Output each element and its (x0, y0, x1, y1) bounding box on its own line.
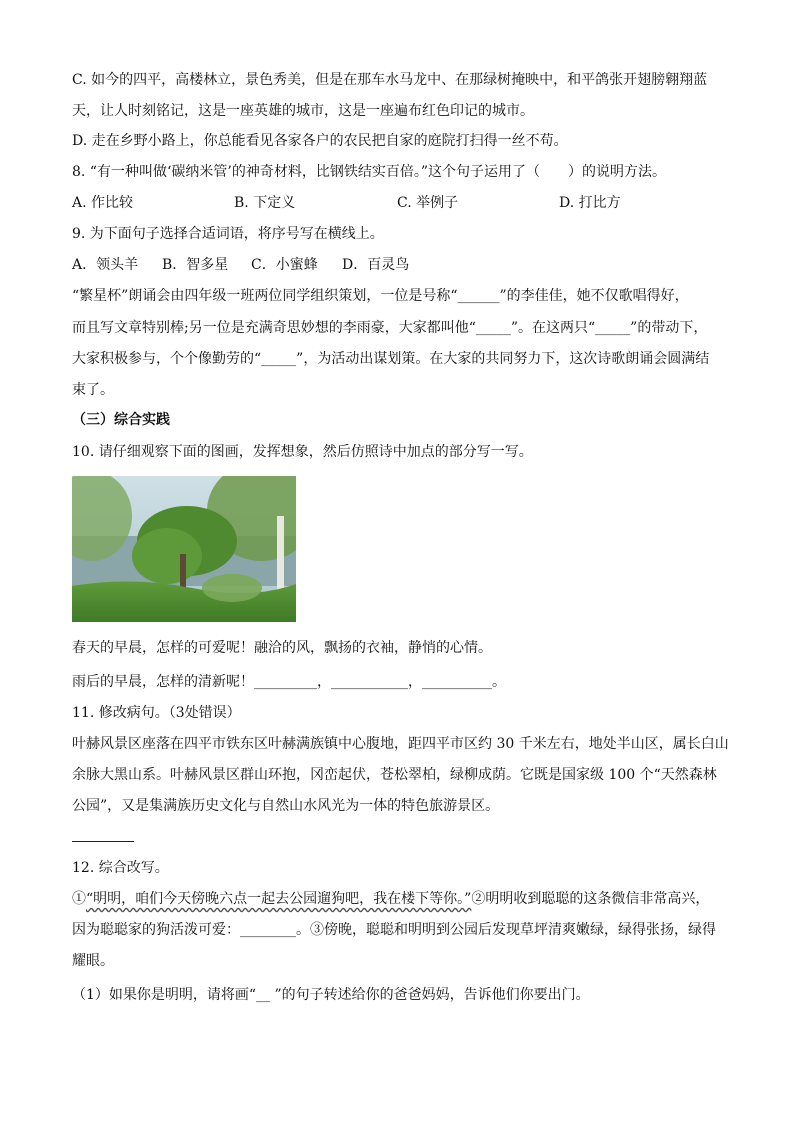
text-segment: ②明明收到聪聪的这条微信非常高兴， (471, 891, 710, 907)
text-line: 束了。 (72, 382, 114, 398)
text-line: 春天的早晨，怎样的可爱呢！融洽的风，飘扬的衣袖，静悄的心情。 (72, 640, 492, 656)
text-line: 耀眼。 (72, 953, 114, 969)
text-line: 因为聪聪家的狗活泼可爱：________。③傍晚，聪聪和明明到公园后发现草坪清爽嫩绿，绿得张扬，绿得 (72, 922, 716, 938)
q8-option-c: C. 举例子 (397, 195, 459, 211)
q9-option-c: C．小蜜蜂 (251, 257, 318, 273)
text-line: 雨后的早晨，怎样的清新呢！_________，___________，__________。 (72, 674, 506, 690)
text-line: 公园”，又是集满族历史文化与自然山水风光为一体的特色旅游景区。 (72, 798, 500, 814)
wavy-underlined-quote: “明明，咱们今天傍晚六点一起去公园遛狗吧，我在楼下等你。” (86, 891, 472, 907)
question-12: 12. 综合改写。 (72, 860, 169, 876)
q9-option-a: A．领头羊 (72, 257, 139, 273)
marker: ① (72, 891, 86, 907)
q9-option-b: B．智多星 (162, 257, 229, 273)
text-line: 叶赫风景区座落在四平市铁东区叶赫满族镇中心腹地，距四平市区约 30 千米左右，地处半山区，属长白山 (72, 736, 729, 752)
landscape-photo (72, 476, 296, 622)
text-line: 天，让人时刻铭记，这是一座英雄的城市，这是一座遍布红色印记的城市。 (72, 103, 534, 119)
q8-option-b: B. 下定义 (234, 195, 296, 211)
text-line: 大家积极参与，个个像勤劳的“_____”，为活动出谋划策。在大家的共同努力下，这次诗歌朗诵会圆满结 (72, 351, 710, 367)
text-line: （1）如果你是明明，请将画“__ ”的句子转述给你的爸爸妈妈，告诉他们你要出门。 (72, 987, 590, 1003)
text-line: “繁星杯”朗诵会由四年级一班两位同学组织策划，一位是号称“______”的李佳佳，她不仅歌唱得好， (72, 288, 689, 304)
q8-option-a: A. 作比较 (72, 195, 134, 211)
text-line: D. 走在乡野小路上，你总能看见各家各户的农民把自家的庭院打扫得一丝不苟。 (72, 133, 568, 149)
text-line: 余脉大黑山系。叶赫风景区群山环抱，冈峦起伏，苍松翠柏，绿柳成荫。它既是国家级 100 个“天然森林 (72, 767, 717, 783)
question-8: 8. “有一种叫做‘碳纳米管’的神奇材料，比钢铁结实百倍。”这个句子运用了（ ）的说明方法。 (72, 164, 667, 180)
section-heading: （三）综合实践 (72, 412, 170, 428)
q8-option-d: D. 打比方 (559, 195, 621, 211)
text-line (72, 889, 709, 909)
question-9: 9. 为下面句子选择合适词语，将序号写在横线上。 (72, 226, 384, 242)
text-line: C. 如今的四平，高楼林立，景色秀美，但是在那车水马龙中、在那绿树掩映中，和平鸽张开翅膀翱翔蓝 (72, 72, 708, 88)
question-10: 10. 请仔细观察下面的图画，发挥想象，然后仿照诗中加点的部分写一写。 (72, 444, 533, 460)
question-11: 11. 修改病句。（3处错误） (72, 705, 241, 721)
q9-option-d: D．百灵鸟 (342, 257, 410, 273)
answer-line (72, 841, 134, 842)
text-line: 而且写文章特别棒;另一位是充满奇思妙想的李雨豪，大家都叫他“_____”。在这两只“_____”的带动下， (72, 320, 708, 336)
